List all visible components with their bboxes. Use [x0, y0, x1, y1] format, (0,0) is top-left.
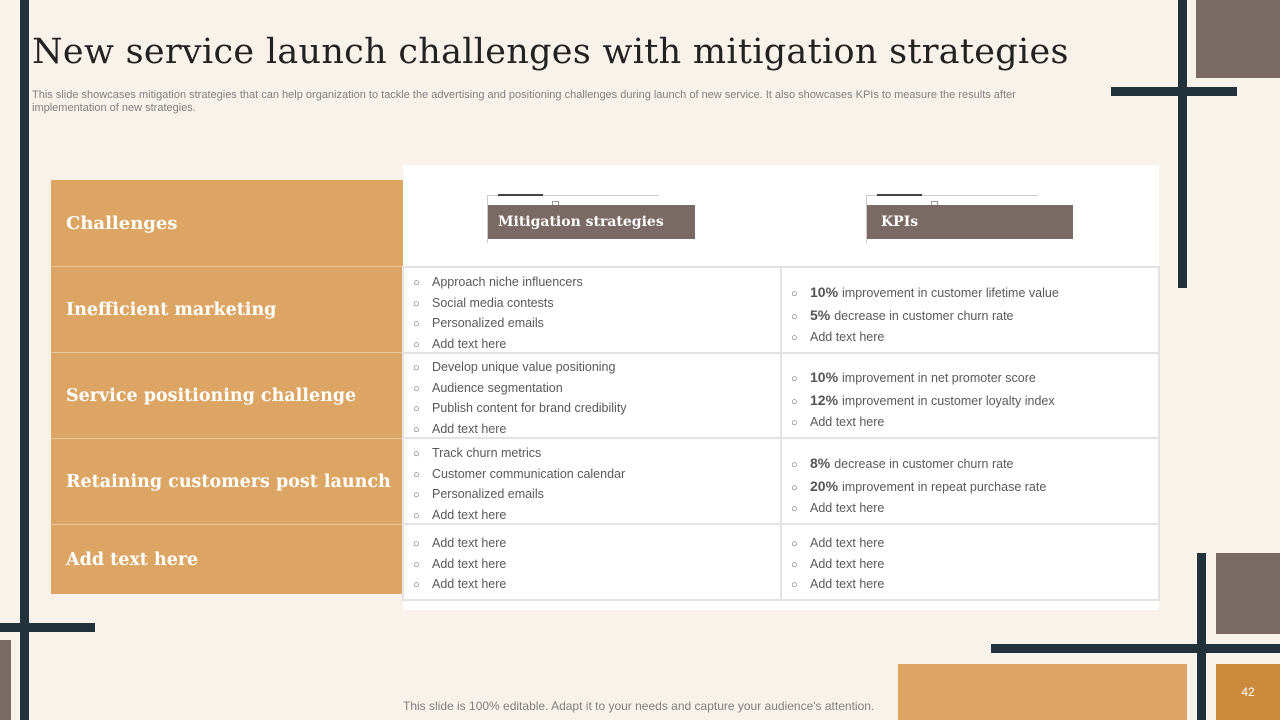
challenge-cell: Add text here	[51, 524, 403, 594]
list-item: ○ 12% improvement in customer loyalty index	[791, 390, 1055, 413]
list-item: ○ Add text here	[791, 327, 1059, 349]
frame-bottom-left-bar	[0, 623, 95, 632]
list-item: ○ Personalized emails	[413, 314, 583, 335]
bullet-icon: ○	[413, 558, 420, 571]
bullet-icon: ○	[413, 423, 420, 436]
bullet-icon: ○	[413, 297, 420, 310]
bullet-icon: ○	[413, 277, 420, 289]
bullet-icon: ○	[413, 318, 420, 330]
frame-bottom-left-block	[0, 640, 11, 720]
list-item: ○ 10% improvement in customer lifetime value	[791, 282, 1059, 305]
bullet-icon: ○	[791, 288, 798, 300]
challenge-cell: Service positioning challenge	[51, 352, 403, 438]
list-item: ○ 20% improvement in repeat purchase rate	[791, 476, 1046, 499]
frame-right-vertical-bar	[1178, 0, 1187, 288]
list-item: ○ 10% improvement in net promoter score	[791, 367, 1055, 390]
challenges-header: Challenges	[51, 180, 403, 266]
bullet-icon: ○	[791, 395, 798, 408]
bullet-icon: ○	[791, 538, 798, 550]
bullet-icon: ○	[413, 468, 420, 481]
bullet-icon: ○	[413, 448, 420, 460]
bullet-icon: ○	[791, 373, 798, 385]
footer-note: This slide is 100% editable. Adapt it to your needs and capture your audience's attention.	[403, 699, 875, 713]
list-item: ○ Customer communication calendar	[413, 465, 625, 486]
list-item: ○ Personalized emails	[413, 485, 625, 506]
bullet-icon: ○	[413, 362, 420, 374]
list-item: ○ Track churn metrics	[413, 444, 625, 465]
bullet-icon: ○	[791, 332, 798, 344]
list-item: ○ Audience segmentation	[413, 379, 627, 400]
tab-line	[877, 194, 922, 196]
list-item: ○ Add text here	[413, 335, 583, 356]
list-item: ○ Add text here	[791, 555, 884, 576]
bullet-icon: ○	[413, 382, 420, 395]
column-divider	[402, 266, 404, 601]
frame-bottom-right-vertical-bar	[1197, 553, 1206, 720]
list-item: ○ 8% decrease in customer churn rate	[791, 453, 1046, 476]
list-item: ○ Add text here	[791, 534, 884, 555]
list-item: ○ Add text here	[413, 534, 506, 555]
list-item: ○ Add text here	[413, 420, 627, 441]
list-item: ○ Social media contests	[413, 294, 583, 315]
mitigation-list	[413, 444, 625, 526]
bullet-icon: ○	[413, 509, 420, 522]
list-item: ○ Add text here	[413, 506, 625, 527]
frame-bottom-gold-block	[898, 664, 1187, 720]
mitigation-list	[413, 358, 627, 440]
kpi-list	[791, 282, 1059, 349]
page-title: New service launch challenges with mitigation strategies	[32, 32, 1069, 72]
list-item: ○ Add text here	[791, 575, 884, 596]
bullet-icon: ○	[791, 503, 798, 515]
bullet-icon: ○	[413, 538, 420, 550]
kpi-list	[791, 534, 884, 596]
list-item: ○ Add text here	[791, 412, 1055, 434]
frame-bottom-right-block	[1216, 553, 1280, 634]
frame-bottom-right-horizontal-bar	[991, 644, 1280, 653]
challenge-cell: Retaining customers post launch	[51, 438, 403, 524]
list-item: ○ Approach niche influencers	[413, 273, 583, 294]
list-item: ○ Develop unique value positioning	[413, 358, 627, 379]
column-divider	[1158, 266, 1160, 601]
kpi-list	[791, 367, 1055, 434]
bullet-icon: ○	[791, 459, 798, 471]
kpis-header: KPIs	[867, 205, 1073, 239]
bullet-icon: ○	[791, 481, 798, 494]
list-item: ○ Publish content for brand credibility	[413, 399, 627, 420]
list-item: ○ Add text here	[791, 498, 1046, 520]
mitigation-header: Mitigation strategies	[488, 205, 695, 239]
page-number: 42	[1216, 664, 1280, 720]
bullet-icon: ○	[791, 558, 798, 571]
frame-top-right-bar	[1111, 87, 1237, 96]
bullet-icon: ○	[791, 417, 798, 429]
mitigation-list	[413, 273, 583, 355]
list-item: ○ 5% decrease in customer churn rate	[791, 305, 1059, 328]
bullet-icon: ○	[413, 579, 420, 591]
bullet-icon: ○	[413, 489, 420, 501]
bullet-icon: ○	[413, 338, 420, 351]
bullet-icon: ○	[791, 310, 798, 323]
frame-left-bar	[20, 0, 29, 720]
list-item: ○ Add text here	[413, 575, 506, 596]
page-subtitle: This slide showcases mitigation strategies that can help organization to tackle the advertising and positioning challenges during launch of new service. It also showcases KPIs to measure the results after implementation of new strategies.	[32, 89, 1016, 114]
tab-line	[498, 194, 543, 196]
bullet-icon: ○	[413, 403, 420, 415]
column-divider	[780, 266, 782, 601]
challenge-cell: Inefficient marketing	[51, 266, 403, 352]
frame-top-right-block	[1196, 0, 1280, 78]
kpi-list	[791, 453, 1046, 520]
list-item: ○ Add text here	[413, 555, 506, 576]
mitigation-list	[413, 534, 506, 596]
bullet-icon: ○	[791, 579, 798, 591]
